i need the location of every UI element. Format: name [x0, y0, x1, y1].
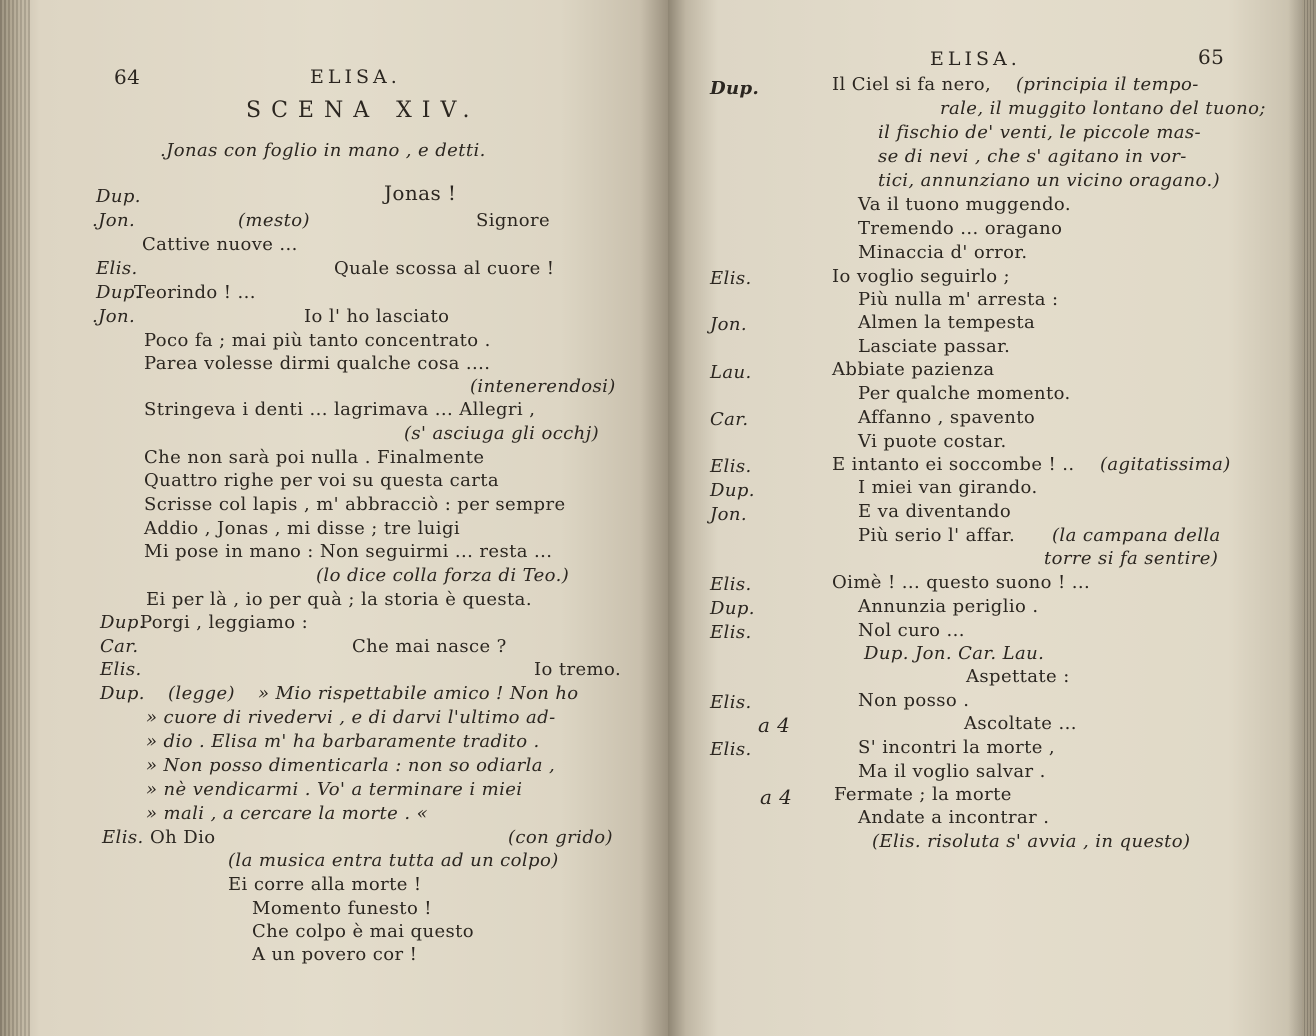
line-text: Oimè ! ... questo suono ! ...: [832, 572, 1091, 593]
speaker: Car.: [100, 636, 139, 657]
speaker: Elis.: [710, 692, 752, 713]
letter-line: » dio . Elisa m' ha barbaramente tradito .: [146, 731, 540, 752]
line-text: Porgi , leggiamo :: [140, 612, 309, 633]
line-text: Ascoltate ...: [964, 713, 1077, 734]
stage-direction: (legge): [168, 683, 235, 704]
speaker: Elis.: [710, 268, 752, 289]
speaker: Elis.: [96, 258, 138, 279]
line-text: Che non sarà poi nulla . Finalmente: [144, 447, 485, 468]
stage-direction: se di nevi , che s' agitano in vor-: [878, 146, 1187, 167]
line-text: Vi puote costar.: [858, 431, 1007, 452]
stage-direction: (s' asciuga gli occhj): [404, 423, 600, 444]
letter-line: » Non posso dimenticarla : non so odiarla ,: [146, 755, 556, 776]
line-text: Addio , Jonas , mi disse ; tre luigi: [144, 518, 461, 539]
speaker: a 4: [760, 785, 793, 809]
speaker: Dup.: [96, 186, 141, 207]
line-text: Per qualche momento.: [858, 383, 1071, 404]
stage-direction: il fischio de' venti, le piccole mas-: [878, 122, 1202, 143]
speaker: Dup. Jon. Car. Lau.: [864, 643, 1045, 664]
line-text: Nol curo ...: [858, 620, 965, 641]
line-text: Il Ciel si fa nero,: [832, 74, 992, 95]
stage-direction: .Jonas con foglio in mano , e detti.: [160, 140, 486, 161]
speaker: Elis.: [710, 574, 752, 595]
stage-direction: torre si fa sentire): [1044, 548, 1219, 569]
page-number: 65: [1198, 45, 1225, 69]
running-title: ELISA.: [930, 48, 1021, 70]
line-text: S' incontri la morte ,: [858, 737, 1056, 758]
line-text: Almen la tempesta: [858, 312, 1036, 333]
line-text: Io l' ho lasciato: [304, 306, 450, 327]
line-text: Io voglio seguirlo ;: [832, 266, 1011, 287]
line-text: Mi pose in mano : Non seguirmi ... resta ...: [144, 541, 553, 562]
line-text: Cattive nuove ...: [142, 234, 298, 255]
stage-direction: (la musica entra tutta ad un colpo): [228, 850, 559, 871]
line-text: Poco fa ; mai più tanto concentrato .: [144, 330, 491, 351]
line-text: Abbiate pazienza: [832, 359, 995, 380]
line-text: Teorindo ! ...: [134, 282, 256, 303]
speaker: Jon.: [710, 314, 747, 335]
line-text: Stringeva i denti ... lagrimava ... Allegri ,: [144, 399, 536, 420]
speaker: Elis.: [102, 827, 144, 848]
line-text: Lasciate passar.: [858, 336, 1011, 357]
stage-direction: (agitatissima): [1100, 454, 1231, 475]
speaker: Elis.: [710, 456, 752, 477]
speaker: Jon.: [710, 504, 747, 525]
line-text: Più serio l' affar.: [858, 525, 1016, 546]
speaker: Car.: [710, 409, 749, 430]
line-text: Momento funesto !: [252, 898, 432, 919]
speaker: a 4: [758, 713, 791, 737]
speaker: Lau.: [710, 362, 752, 383]
stage-direction: (Elis. risoluta s' avvia , in questo): [872, 831, 1191, 852]
stage-direction: (intenerendosi): [470, 376, 616, 397]
line-text: Io tremo.: [534, 659, 622, 680]
line-text: Va il tuono muggendo.: [858, 194, 1071, 215]
speaker: Dup.: [100, 612, 145, 633]
line-text: Scrisse col lapis , m' abbracciò : per sempre: [144, 494, 566, 515]
line-text: I miei van girando.: [858, 477, 1038, 498]
stage-direction: (con grido): [508, 827, 613, 848]
letter-line: » nè vendicarmi . Vo' a terminare i miei: [146, 779, 523, 800]
stage-direction: (lo dice colla forza di Teo.): [316, 565, 570, 586]
stage-direction: (la campana della: [1052, 525, 1221, 546]
line-text: Andate a incontrar .: [858, 807, 1050, 828]
line-text: Aspettate :: [966, 666, 1070, 687]
line-text: E va diventando: [858, 501, 1012, 522]
stage-direction: (principia il tempo-: [1016, 74, 1199, 95]
line-text: A un povero cor !: [252, 944, 418, 965]
line-text: Jonas !: [384, 181, 457, 205]
line-text: Annunzia periglio .: [858, 596, 1039, 617]
line-text: Ei corre alla morte !: [228, 874, 422, 895]
line-text: Che colpo è mai questo: [252, 921, 475, 942]
page-edge: [0, 0, 30, 1036]
line-text: Ei per là , io per quà ; la storia è questa.: [146, 589, 532, 610]
speaker: Dup.: [100, 683, 145, 704]
line-text: Parea volesse dirmi qualche cosa ....: [144, 353, 491, 374]
stage-direction: rale, il muggito lontano del tuono;: [940, 98, 1266, 119]
speaker: Elis.: [710, 739, 752, 760]
line-text: Tremendo ... oragano: [858, 218, 1063, 239]
line-text: Ma il voglio salvar .: [858, 761, 1046, 782]
right-page: [668, 0, 1316, 1036]
line-text: Quale scossa al cuore !: [334, 258, 555, 279]
letter-line: » Mio rispettabile amico ! Non ho: [258, 683, 579, 704]
stage-direction: (mesto): [238, 210, 310, 231]
speaker: .Jon.: [92, 210, 136, 231]
line-text: Signore: [476, 210, 551, 231]
speaker: Dup.: [710, 78, 760, 99]
line-text: E intanto ei soccombe ! ..: [832, 454, 1075, 475]
scene-title: SCENA XIV.: [246, 98, 480, 123]
page-edge: [1302, 0, 1316, 1036]
running-title: ELISA.: [310, 66, 401, 88]
line-text: Quattro righe per voi su questa carta: [144, 470, 499, 491]
line-text: Fermate ; la morte: [834, 784, 1012, 805]
line-text: Più nulla m' arresta :: [858, 289, 1059, 310]
speaker: .Jon.: [92, 306, 136, 327]
speaker: Elis.: [710, 622, 752, 643]
line-text: Affanno , spavento: [858, 407, 1036, 428]
speaker: Dup.: [96, 282, 141, 303]
page-number: 64: [114, 65, 141, 89]
letter-line: » mali , a cercare la morte . «: [146, 803, 428, 824]
line-text: Minaccia d' orror.: [858, 242, 1028, 263]
stage-direction: tici, annunziano un vicino oragano.): [878, 170, 1221, 191]
speaker: Dup.: [710, 598, 755, 619]
line-text: Oh Dio: [150, 827, 216, 848]
line-text: Che mai nasce ?: [352, 636, 507, 657]
letter-line: » cuore di rivedervi , e di darvi l'ultimo ad-: [146, 707, 556, 728]
speaker: Dup.: [710, 480, 755, 501]
speaker: Elis.: [100, 659, 142, 680]
line-text: Non posso .: [858, 690, 970, 711]
